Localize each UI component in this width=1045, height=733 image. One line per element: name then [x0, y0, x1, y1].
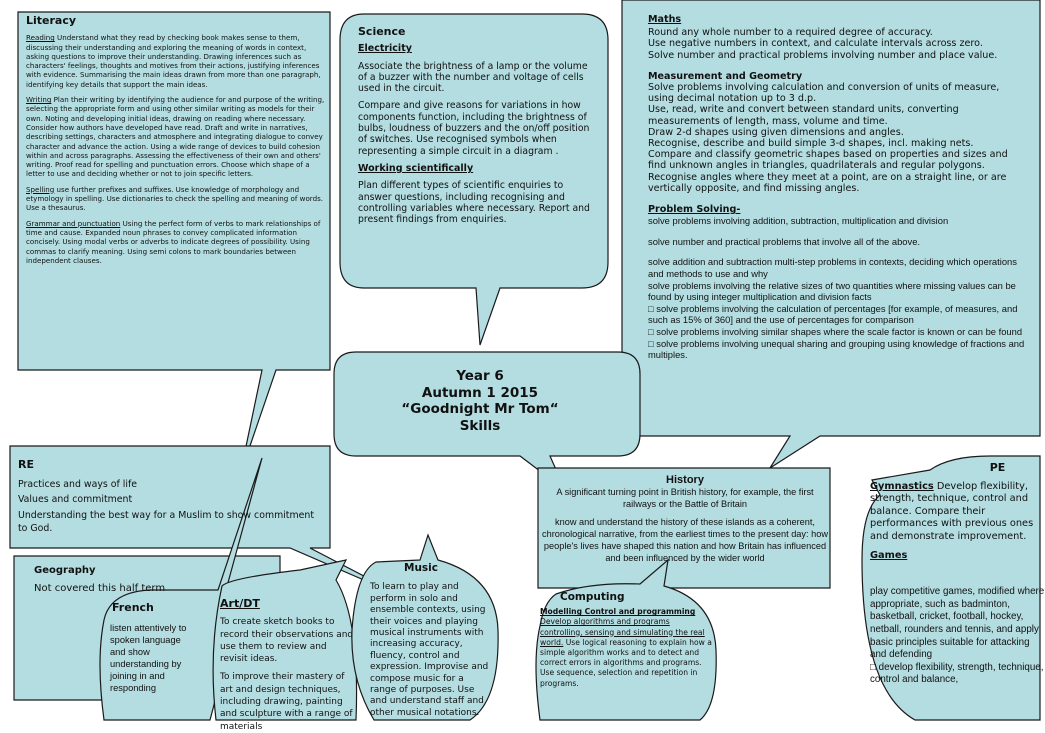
writing-label: Writing	[26, 95, 52, 105]
pe-panel	[870, 462, 1045, 720]
music-title: Music	[404, 562, 438, 574]
french-text: listen attentively to spoken language and show understanding by joining in and responding	[110, 623, 187, 693]
computing-text-block	[540, 607, 712, 689]
artdt-title: Art/DT	[220, 597, 260, 610]
science-p3: Plan different types of scientific enquiries to answer questions, including recognising and controlling variables where necessary. Report and present findings from enquiries.	[358, 180, 590, 226]
maths-mg6: Recognise angles where they meet at a point, are on a straight line, or are vertically opposite, and find missing angles.	[648, 171, 1007, 194]
computing-text: Use logical reasoning to explain how a simple algorithm works and to detect and correct errors in algorithms and programs. Use sequence, selection and repetition in programs.	[540, 637, 712, 688]
re-l2: Values and commitment	[18, 494, 133, 505]
reading-text: Understand what they read by checking book makes sense to them, discussing their understanding and exploring the meaning of words in context, asking questions to improve their understanding. Drawing inferences such as characters' feelings, thoughts and motives from their actions, justifying inferences with evidence. Summarising the main ideas drawn from more than one paragraph, identifying key details that support the main ideas.	[26, 33, 321, 89]
maths-ps7: □ solve problems involving unequal sharing and grouping using knowledge of fractions and multiples.	[648, 337, 1025, 361]
grammar-label: Grammar and punctuation	[26, 218, 121, 228]
centre-line1: Year 6	[456, 368, 504, 384]
measurement-geometry-title: Measurement and Geometry	[648, 70, 803, 82]
science-electricity-heading: Electricity	[358, 43, 412, 55]
centre-title	[340, 368, 620, 448]
french-panel	[110, 602, 194, 720]
maths-mg3: Draw 2-d shapes using given dimensions and angles.	[648, 126, 904, 138]
centre-line3: “Goodnight Mr Tom“	[401, 401, 559, 417]
maths-ps2: solve number and practical problems that involve all of the above.	[648, 235, 921, 247]
maths-mg5: Compare and classify geometric shapes based on properties and sizes and find unknown angles in triangles, quadrilaterals and regular polygons.	[648, 149, 1008, 172]
history-panel	[540, 474, 830, 594]
computing-label: Modelling Control and programming	[540, 607, 696, 617]
artdt-p1: To create sketch books to record their observations and use them to review and revisit ideas.	[220, 617, 354, 665]
maths-l1: Round any whole number to a required degree of accuracy.	[648, 27, 933, 39]
spelling-label: Spelling	[26, 184, 55, 194]
literacy-grammar	[26, 219, 326, 265]
literacy-spelling	[26, 185, 326, 213]
re-title: RE	[18, 458, 34, 471]
centre-line4: Skills	[459, 417, 501, 434]
gymnastics-text: Develop flexibility, strength, technique, control and balance. Compare their performances with previous ones and demonstrate improvement.	[870, 480, 1034, 542]
music-text: To learn to play and perform in solo and ensemble contexts, using their voices and playing musical instruments with increasing accuracy, fluency, control and expression. Improvise and compose music for a range of purposes. Use and understand staff and other musical notations.	[370, 582, 489, 718]
maths-title: Maths	[648, 14, 682, 25]
writing-text: Plan their writing by identifying the audience for and purpose of the writing, selecting the appropriate form and using other similar writing as models for their own. Noting and developing initial ideas, drawing on reading where necessary. Consider how authors have developed have read. Draft and write in narratives, describing settings, characters and atmosphere and integrating dialogue to convey character and advance the action. Using a wide range of devices to build cohesion within and across paragraphs. Assessing the effectiveness of their own and others' writing. Proof read for spelling and punctuation errors. Choose which shape of a letter to use and deciding whether or not to join specific letters.	[26, 95, 325, 179]
reading-label: Reading	[26, 33, 55, 43]
pe-gymnastics	[870, 481, 1045, 544]
maths-mg1: Solve problems involving calculation and conversion of units of measure, using decimal notation up to 3 d.p.	[648, 82, 1000, 105]
history-p2: know and understand the history of these islands as a coherent, chronological narrative, from the earliest times to the present day: how people's lives have shaped this nation and how Britain has influenced and been influenced by the wider world	[542, 517, 828, 563]
maths-l2: Use negative numbers in context, and calculate intervals across zero.	[648, 38, 983, 50]
science-panel	[358, 26, 590, 276]
history-title: History	[666, 474, 704, 486]
maths-ps6: □ solve problems involving similar shapes where the scale factor is known or can be found	[648, 326, 1023, 337]
artdt-panel	[220, 597, 354, 732]
computing-panel	[540, 592, 712, 720]
re-l3: Understanding the best way for a Muslim to show commitment to God.	[18, 509, 315, 534]
science-working-heading: Working scientifically	[358, 162, 474, 174]
maths-panel	[648, 14, 1028, 434]
games-text: play competitive games, modified where appropriate, such as badminton, basketball, cricket, football, hockey, netball, rounders and tennis, and apply basic principles suitable for attacking and defending	[870, 586, 1045, 661]
literacy-title: Literacy	[26, 14, 77, 27]
science-p1: Associate the brightness of a lamp or the volume of a buzzer with the number and voltage of cells used in the circuit.	[358, 60, 588, 95]
geography-text: Not covered this half term	[34, 583, 166, 594]
games-text2: □ develop flexibility, strength, technique, control and balance,	[870, 661, 1044, 686]
french-title: French	[112, 601, 154, 614]
science-title: Science	[358, 25, 406, 38]
problem-solving-title: Problem Solving-	[648, 204, 741, 216]
re-panel	[18, 458, 318, 548]
grammar-text: Using the perfect form of verbs to mark relationships of time and cause. Expanded noun phrases to convey complicated information concisely. Using modal verbs or adverbs to indicate degrees of possibility. Using commas to clarify meaning. Using semi colons to mark boundaries between independent clauses.	[26, 218, 321, 265]
centre-line2: Autumn 1 2015	[421, 384, 539, 401]
maths-l3: Solve number and practical problems involving number and place value.	[648, 49, 998, 61]
spelling-text: use further prefixes and suffixes. Use knowledge of morphology and etymology in spelling. Use dictionaries to check the spelling and meaning of words. Use a thesaurus.	[26, 184, 324, 213]
literacy-reading	[26, 33, 326, 89]
science-p2: Compare and give reasons for variations in how components function, including the brightness of bulbs, loudness of buzzers and the on/off position of switches. Use recognised symbols when representing a simple circuit in a diagram .	[358, 100, 590, 157]
artdt-p2: To improve their mastery of art and design techniques, including drawing, painting and sculpture with a range of materials	[220, 672, 353, 732]
literacy-panel	[26, 16, 326, 368]
maths-mg4: Recognise, describe and build simple 3-d shapes, incl. making nets.	[648, 138, 974, 150]
music-panel	[370, 563, 492, 720]
computing-label-text: Develop algorithms and programs controlling, sensing and simulating the real world.	[540, 617, 705, 647]
re-l1: Practices and ways of life	[18, 478, 138, 490]
games-label: Games	[870, 549, 908, 561]
history-p1: A significant turning point in British history, for example, the first railways or the Battle of Britain	[556, 487, 814, 509]
literacy-writing	[26, 95, 326, 179]
maths-mg2: Use, read, write and convert between standard units, converting measurements of length, mass, volume and time.	[648, 104, 959, 127]
maths-ps3: solve addition and subtraction multi-step problems in contexts, deciding which operations and methods to use and why	[648, 256, 1017, 280]
computing-title: Computing	[560, 591, 625, 603]
maths-ps1: solve problems involving addition, subtraction, multiplication and division	[648, 215, 949, 227]
maths-ps5: □ solve problems involving the calculation of percentages [for example, of measures, and such as 15% of 360] and the use of percentages for comparison	[648, 302, 1018, 326]
maths-ps4: solve problems involving the relative sizes of two quantities where missing values can be found by using integer multiplication and division facts	[648, 279, 1016, 303]
gymnastics-label: Gymnastics	[870, 480, 934, 492]
geography-title: Geography	[34, 565, 96, 576]
pe-title: PE	[989, 461, 1006, 474]
